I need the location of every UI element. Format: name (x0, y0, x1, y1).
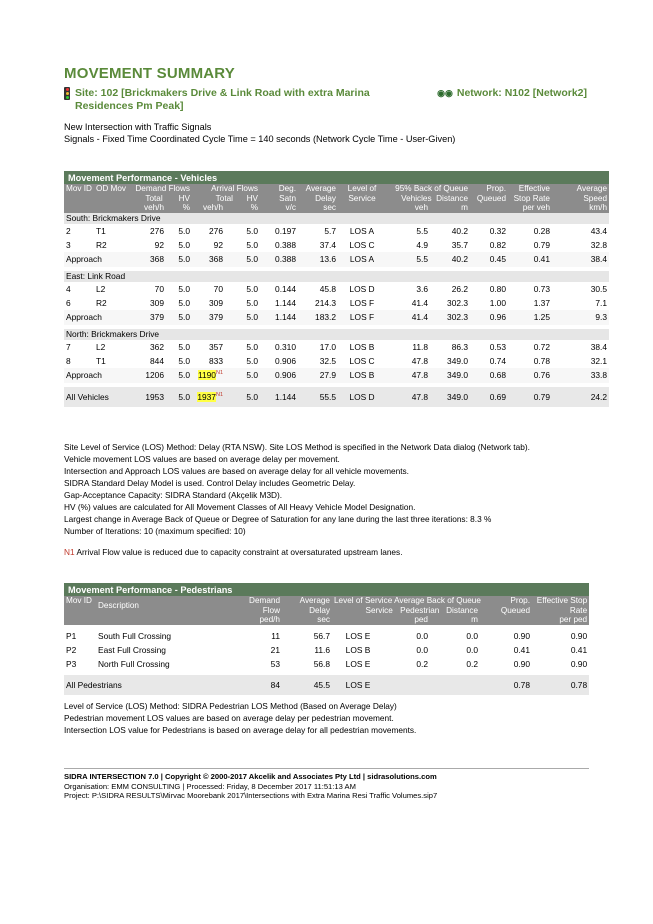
table-cell: 70 (213, 283, 223, 294)
table-cell: $1937^{N1}$ (192, 387, 225, 407)
approach-row (64, 310, 609, 325)
table-cell: Approach (64, 368, 126, 383)
table-cell: 6 (66, 297, 71, 308)
col-deg-satn: Deg. Satn (260, 184, 298, 203)
note-line: Site Level of Service (LOS) Method: Delay (RTA NSW). Site LOS Method is specified in the Network Data dialog (Network tab). (64, 442, 530, 452)
table-cell: 379 (192, 310, 225, 325)
table-row (64, 224, 609, 238)
section-label: South: Brickmakers Drive (64, 213, 609, 224)
table-cell: 32.8 (590, 239, 608, 250)
table-cell: L2 (96, 283, 106, 294)
table-cell: 92 (154, 239, 164, 250)
table-cell: LOS C (349, 355, 375, 366)
table-cell: 86.3 (451, 341, 468, 352)
table-cell: LOS F (349, 297, 375, 308)
note-line: Vehicle movement LOS values are based on average delay per movement. (64, 454, 340, 464)
table-cell: 5.5 (386, 252, 430, 267)
note-line: SIDRA Standard Delay Model is used. Control Delay includes Geometric Delay. (64, 478, 356, 488)
table-cell: 1.00 (489, 297, 506, 308)
table-cell: Approach (64, 310, 126, 325)
network-heading (437, 87, 587, 100)
network-label: Network: N102 [Network2] (456, 87, 587, 99)
table-cell: LOS E (332, 675, 384, 695)
table-cell: 0.906 (275, 355, 296, 366)
note-line: Pedestrian movement LOS values are based on average delay per pedestrian movement. (64, 713, 394, 723)
pedestrian-notes (64, 700, 416, 736)
table-cell: 0.69 (470, 387, 508, 407)
table-cell: 0.80 (489, 283, 506, 294)
table-cell: 5.0 (246, 341, 258, 352)
pedestrian-table (64, 583, 589, 695)
table-cell: 0.2 (466, 658, 478, 669)
section-row (64, 329, 609, 340)
table-cell: 0.79 (508, 387, 552, 407)
note-line: Number of Iterations: 10 (maximum specified: 10) (64, 526, 246, 536)
table-cell: R2 (96, 239, 107, 250)
table-cell: 3.6 (416, 283, 428, 294)
n1-superscript: N1 (215, 391, 223, 398)
col-ped-queue: Level of Service Average Back of Queue Service Pedestrian Distance (334, 596, 481, 615)
table-cell: 0.388 (260, 252, 298, 267)
table-cell: 30.5 (590, 283, 608, 294)
table-cell: 9.3 (552, 310, 609, 325)
section-label: North: Brickmakers Drive (64, 329, 609, 340)
table-cell: 0.41 (513, 644, 530, 655)
table-cell: LOS B (349, 341, 375, 352)
table-cell: 40.2 (451, 225, 468, 236)
table-cell: 1.144 (275, 297, 296, 308)
table-cell: 3 (66, 239, 71, 250)
table-cell: 0.0 (466, 644, 478, 655)
table-cell: 8 (66, 355, 71, 366)
table-cell: 0.79 (533, 239, 550, 250)
site-label: Site: 102 [Brickmakers Drive & Link Road with extra Marina Residences Pm Peak] (75, 87, 370, 112)
table-cell: 47.8 (386, 387, 430, 407)
table-cell: 5.0 (246, 239, 258, 250)
table-cell: 0.53 (489, 341, 506, 352)
table-cell: 27.9 (298, 368, 338, 383)
table-cell: 38.4 (552, 252, 609, 267)
section-row (64, 213, 609, 224)
table-cell: 5.0 (246, 297, 258, 308)
table-cell: 56.7 (313, 630, 330, 641)
table-cell: 21 (270, 644, 280, 655)
col-mov-id: Mov ID (64, 184, 94, 203)
table-cell: LOS D (349, 283, 375, 294)
table-cell: P2 (66, 644, 77, 655)
table-cell: 17.0 (319, 341, 336, 352)
intersection-subtitle (64, 122, 455, 145)
table-cell: LOS B (345, 644, 371, 655)
col-stop-rate: Effective Stop Rate (508, 184, 552, 203)
table-cell: 362 (150, 341, 164, 352)
table-cell: 84 (234, 675, 282, 695)
table-cell: 5.0 (225, 252, 260, 267)
table-cell: 1.25 (508, 310, 552, 325)
table-cell: 1.144 (260, 387, 298, 407)
table-cell: 0.73 (533, 283, 550, 294)
table-cell: 368 (192, 252, 225, 267)
vehicle-table (64, 171, 609, 407)
table-cell: 349.0 (430, 387, 470, 407)
table-cell: 47.8 (386, 368, 430, 383)
table-cell: 5.0 (246, 225, 258, 236)
table-cell: 0.90 (570, 658, 588, 669)
table-cell: 5.0 (166, 310, 192, 325)
site-heading (64, 87, 589, 113)
table-cell: L2 (96, 341, 106, 352)
section-label: East: Link Road (64, 271, 609, 282)
n1-text: Arrival Flow value is reduced due to capacity constraint at oversaturated upstream lanes. (74, 547, 403, 557)
table-cell: 1.144 (260, 310, 298, 325)
col-demand-flow: Demand Flow (234, 596, 282, 615)
table-cell: 5.0 (178, 283, 190, 294)
table-cell: 0.28 (533, 225, 550, 236)
table-cell: P3 (66, 658, 77, 669)
table-cell: North Full Crossing (98, 658, 170, 669)
table-cell: East Full Crossing (98, 644, 166, 655)
col-ped-stop-rate: Effective Stop Rate (532, 596, 589, 615)
table-row (64, 282, 609, 296)
table-cell: 309 (150, 297, 164, 308)
table-cell: 0.197 (275, 225, 296, 236)
table-cell: 5.0 (178, 225, 190, 236)
col-prop-queued: Prop. Queued (470, 184, 508, 203)
table-cell: 0.72 (533, 341, 550, 352)
table-row (64, 340, 609, 354)
table-cell: 5.0 (166, 252, 192, 267)
col-arrival: Arrival Flows Total HV (192, 184, 260, 203)
table-cell: 0.90 (513, 658, 530, 669)
table-cell: 5.0 (225, 387, 260, 407)
table-row (64, 629, 589, 643)
table-cell: 379 (126, 310, 166, 325)
note-line: Largest change in Average Back of Queue or Degree of Saturation for any lane during the last three iterations: 8.3 % (64, 514, 492, 524)
table-cell: 55.5 (298, 387, 338, 407)
table-cell: 0.78 (533, 355, 550, 366)
table-cell: T1 (96, 225, 106, 236)
table-cell: 1953 (126, 387, 166, 407)
note-line: Gap-Acceptance Capacity: SIDRA Standard (Akçelik M3D). (64, 490, 283, 500)
table-cell: Approach (64, 252, 126, 267)
table-cell: All Pedestrians (64, 675, 234, 695)
table-row (64, 643, 589, 657)
table-cell: 0.76 (508, 368, 552, 383)
note-line: HV (%) values are calculated for All Movement Classes of All Heavy Vehicle Model Designation. (64, 502, 416, 512)
table-cell: 41.4 (386, 310, 430, 325)
network-icon: ◉◉ (437, 88, 453, 98)
subtitle-line: Signals - Fixed Time Coordinated Cycle Time = 140 seconds (Network Cycle Time - User-Given) (64, 133, 456, 144)
table-cell: 38.4 (590, 341, 608, 352)
table-cell: 7.1 (595, 297, 608, 308)
table-cell: 309 (209, 297, 223, 308)
table-cell: LOS C (349, 239, 375, 250)
col-demand: Demand Flows Total HV (126, 184, 192, 203)
table-cell: 357 (209, 341, 223, 352)
table-cell: 0.68 (470, 368, 508, 383)
table-cell: LOS B (338, 368, 386, 383)
table-cell: 4 (66, 283, 71, 294)
table-cell: 2 (66, 225, 71, 236)
ped-units-row: ped/h sec ped m per ped (64, 615, 589, 625)
table-cell: LOS E (345, 630, 371, 641)
table-cell: 349.0 (447, 355, 468, 366)
table-cell: 0.41 (508, 252, 552, 267)
table-cell: LOS E (345, 658, 371, 669)
table-cell: LOS A (338, 252, 386, 267)
table-cell: 1206 (126, 368, 166, 383)
page-title: MOVEMENT SUMMARY (64, 65, 235, 82)
note-line: Level of Service (LOS) Method: SIDRA Pedestrian LOS Method (Based on Average Delay) (64, 701, 397, 711)
table-cell: 0.90 (570, 630, 588, 641)
approach-row (64, 252, 609, 267)
table-cell: 43.4 (590, 225, 608, 236)
footer-organisation: Organisation: EMM CONSULTING | Processed: Friday, 8 December 2017 11:51:13 AM (64, 781, 356, 791)
table-cell: 183.2 (298, 310, 338, 325)
table-cell: 13.6 (298, 252, 338, 267)
table-cell: South Full Crossing (98, 630, 172, 641)
col-description: Description (96, 596, 234, 615)
table-cell: 5.0 (246, 283, 258, 294)
table-cell (384, 675, 480, 695)
table-cell: 11 (271, 630, 280, 641)
table-cell: 5.0 (178, 239, 190, 250)
approach-row (64, 368, 609, 383)
table-cell: 302.3 (430, 310, 470, 325)
table-cell: 0.78 (532, 675, 589, 695)
table-cell: 45.5 (282, 675, 332, 695)
table-cell: 5.0 (246, 355, 258, 366)
table-row (64, 354, 609, 368)
table-cell: 11.8 (412, 341, 428, 352)
pedestrian-table-heading: Movement Performance - Pedestrians (64, 583, 589, 596)
table-cell: 0.45 (470, 252, 508, 267)
table-cell: 32.1 (590, 355, 608, 366)
table-cell: 0.0 (466, 630, 478, 641)
table-cell: 5.0 (225, 368, 260, 383)
table-cell: 0.78 (480, 675, 532, 695)
table-cell: 0.41 (570, 644, 588, 655)
table-cell: 0.74 (489, 355, 506, 366)
table-cell: LOS A (349, 225, 375, 236)
table-cell: 0.310 (275, 341, 296, 352)
table-cell: T1 (96, 355, 106, 366)
table-cell: LOS D (338, 387, 386, 407)
n1-superscript: N1 (215, 370, 223, 376)
table-cell: 5.0 (178, 341, 190, 352)
n1-mark: N1 (64, 547, 75, 557)
table-cell: $1190^{N1}$ (192, 368, 225, 383)
table-cell: 26.2 (451, 283, 468, 294)
table-cell: 0.906 (260, 368, 298, 383)
col-avg-delay: Average Delay (298, 184, 338, 203)
table-cell: 5.0 (178, 297, 190, 308)
traffic-light-icon (64, 87, 70, 100)
table-cell: 41.4 (411, 297, 428, 308)
table-cell: 32.5 (319, 355, 336, 366)
table-cell: 0.82 (489, 239, 506, 250)
table-cell: All Vehicles (64, 387, 126, 407)
all-vehicles-row (64, 387, 609, 407)
table-cell: 0.32 (489, 225, 506, 236)
table-cell: 349.0 (430, 368, 470, 383)
table-cell: 5.7 (324, 225, 336, 236)
note-line: Intersection and Approach LOS values are based on average delay for all vehicle movements. (64, 466, 409, 476)
table-cell: 1.37 (533, 297, 550, 308)
table-cell: 40.2 (430, 252, 470, 267)
table-cell: 833 (209, 355, 223, 366)
table-row (64, 296, 609, 310)
units-row: veh/h % veh/h % v/c sec veh m per veh km/h (64, 203, 609, 213)
table-cell: 5.5 (416, 225, 428, 236)
table-cell: 92 (213, 239, 223, 250)
col-back-of-queue: 95% Back of Queue Vehicles Distance (386, 184, 470, 203)
table-cell: 0.2 (416, 658, 428, 669)
table-cell: 47.8 (411, 355, 428, 366)
footer-project: Project: P:\SIDRA RESULTS\Mirvac Moorebank 2017\Intersections with Extra Marina Resi Traffic Volumes.sip7 (64, 791, 438, 800)
table-row (64, 238, 609, 252)
table-cell: 24.2 (552, 387, 609, 407)
col-od-mov: OD Mov (94, 184, 126, 203)
vehicle-table-heading: Movement Performance - Vehicles (64, 171, 609, 184)
table-cell: 214.3 (315, 297, 336, 308)
subtitle-line: New Intersection with Traffic Signals (64, 122, 212, 132)
table-cell: 53 (270, 658, 280, 669)
table-row (64, 657, 589, 671)
table-cell: 70 (154, 283, 164, 294)
section-row (64, 271, 609, 282)
col-avg-speed: Average Speed (552, 184, 609, 203)
table-cell: 844 (150, 355, 164, 366)
table-cell: LOS F (338, 310, 386, 325)
col-ped-prop-queued: Prop. Queued (480, 596, 532, 615)
table-cell: 0.0 (416, 630, 428, 641)
table-cell: 5.0 (166, 368, 192, 383)
footer (64, 768, 589, 801)
table-cell: 0.388 (275, 239, 296, 250)
table-cell: 0.0 (416, 644, 428, 655)
table-cell: 37.4 (319, 239, 336, 250)
table-cell: 56.8 (313, 658, 330, 669)
table-cell: 276 (209, 225, 223, 236)
footer-copyright: SIDRA INTERSECTION 7.0 | Copyright © 2000-2017 Akcelik and Associates Pty Ltd | sidrasolutions.com (64, 772, 437, 781)
table-cell: 45.8 (319, 283, 336, 294)
note-line: Intersection LOS value for Pedestrians is based on average delay for all pedestrian movements. (64, 725, 417, 735)
table-cell: 35.7 (451, 239, 468, 250)
table-cell: 302.3 (447, 297, 468, 308)
table-cell: R2 (96, 297, 107, 308)
col-ped-delay: Average Delay (282, 596, 332, 615)
table-cell: 11.6 (314, 644, 330, 655)
table-cell: 368 (126, 252, 166, 267)
n1-note (64, 546, 403, 558)
table-cell: 4.9 (416, 239, 428, 250)
table-cell: P1 (66, 630, 77, 641)
table-cell: 5.0 (166, 387, 192, 407)
all-pedestrians-row (64, 675, 589, 695)
table-cell: 276 (150, 225, 164, 236)
col-ped-mov-id: Mov ID (64, 596, 96, 615)
table-cell: 0.90 (513, 630, 530, 641)
table-cell: 5.0 (178, 355, 190, 366)
table-cell: 7 (66, 341, 71, 352)
table-cell: 5.0 (225, 310, 260, 325)
table-cell: 33.8 (552, 368, 609, 383)
table-cell: 0.144 (275, 283, 296, 294)
vehicle-notes (64, 441, 530, 537)
col-los: Level of Service (338, 184, 386, 203)
table-cell: 0.96 (470, 310, 508, 325)
